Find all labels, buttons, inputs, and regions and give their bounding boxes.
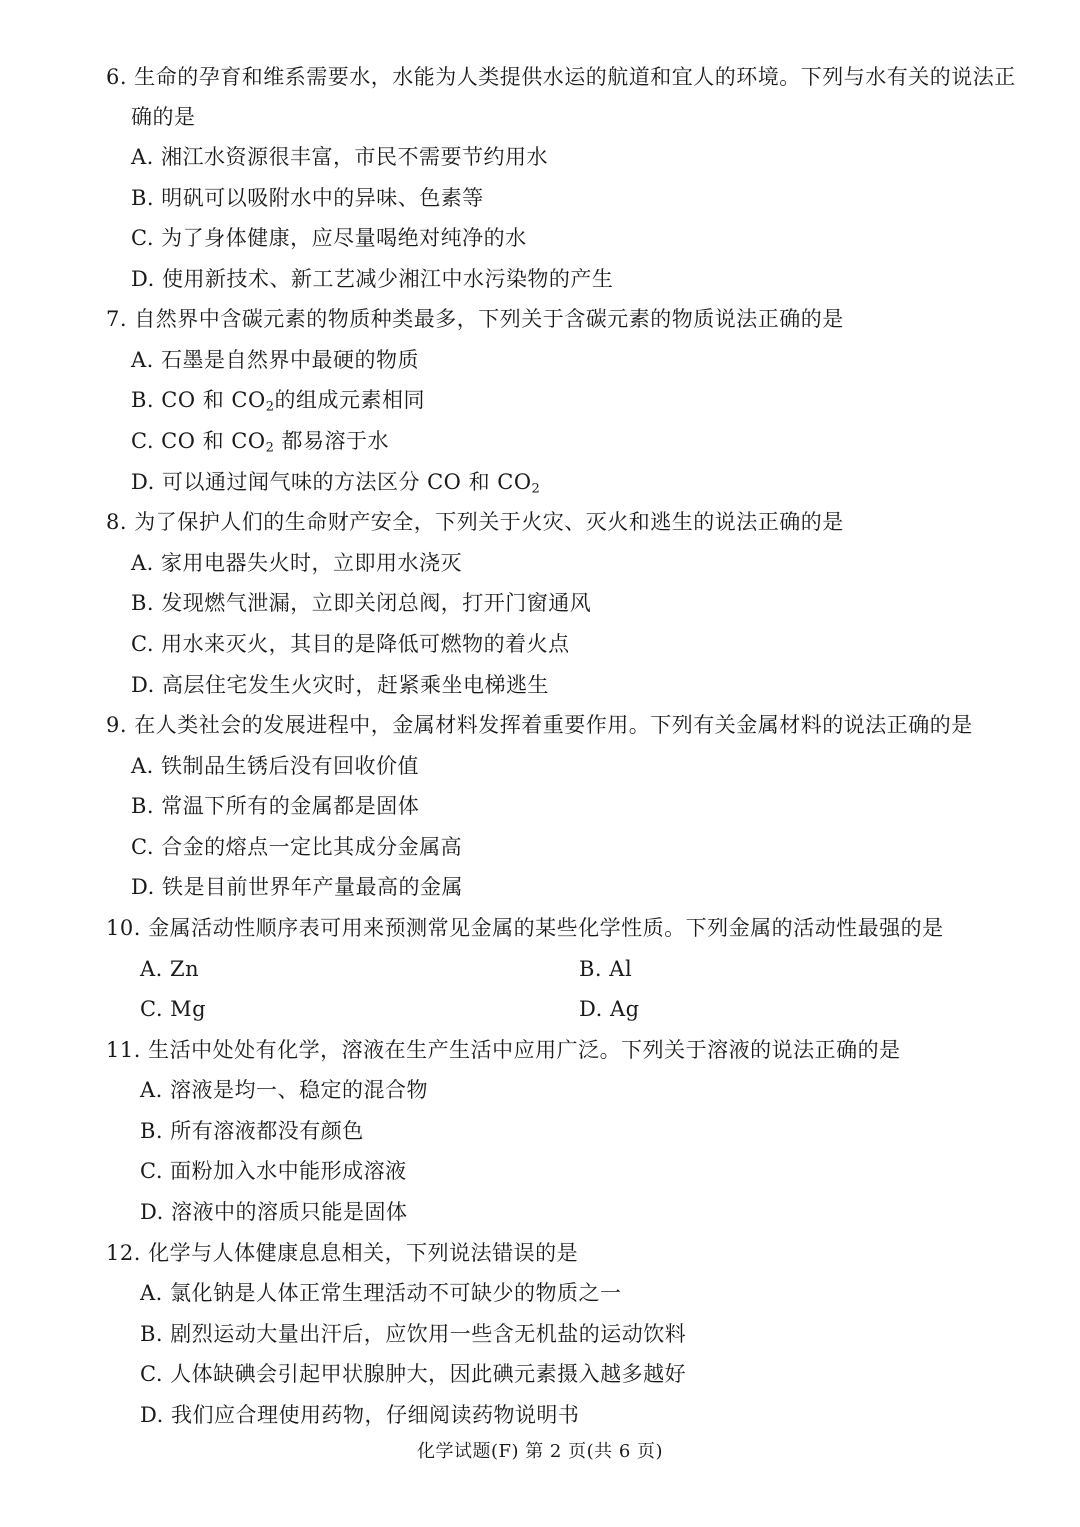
q6-option-b: B. 明矾可以吸附水中的异味、色素等 [131, 186, 484, 210]
q8-option-c: C. 用水来灭火，其目的是降低可燃物的着火点 [131, 632, 570, 656]
q6-option-a: A. 湘江水资源很丰富，市民不需要节约用水 [131, 145, 549, 169]
q7-c-subscript: 2 [265, 440, 275, 456]
q11-stem: 11. 生活中处处有化学，溶液在生产生活中应用广泛。下列关于溶液的说法正确的是 [106, 1038, 901, 1062]
q7-b-subscript: 2 [265, 399, 275, 415]
q6-stem: 6. 生命的孕育和维系需要水，水能为人类提供水运的航道和宜人的环境。下列与水有关的说法正 [106, 65, 1016, 89]
q8-option-b: B. 发现燃气泄漏，立即关闭总阀，打开门窗通风 [131, 591, 592, 615]
q7-d-text: D. 可以通过闻气味的方法区分 CO 和 CO [131, 470, 532, 494]
q7-c-text-rest: 都易溶于水 [274, 429, 390, 453]
q7-option-b [131, 387, 425, 413]
q7-stem: 7. 自然界中含碳元素的物质种类最多，下列关于含碳元素的物质说法正确的是 [106, 307, 844, 331]
q10-option-b: B. Al [579, 957, 633, 981]
q8-option-d: D. 高层住宅发生火灾时，赶紧乘坐电梯逃生 [131, 673, 549, 697]
q10-option-d: D. Ag [579, 997, 640, 1021]
q6-option-c: C. 为了身体健康，应尽量喝绝对纯净的水 [131, 226, 527, 250]
q12-option-d: D. 我们应合理使用药物，仔细阅读药物说明书 [140, 1403, 580, 1427]
q7-b-text-rest: 的组成元素相同 [274, 388, 425, 412]
page-footer: 化学试题(F) 第 2 页(共 6 页) [416, 1441, 664, 1462]
q10-option-c: C. Mg [140, 997, 207, 1021]
q7-b-text: B. CO 和 CO [131, 388, 266, 412]
q6-stem-cont: 确的是 [131, 105, 196, 129]
q12-option-b: B. 剧烈运动大量出汗后，应饮用一些含无机盐的运动饮料 [140, 1322, 687, 1346]
q9-option-d: D. 铁是目前世界年产量最高的金属 [131, 875, 463, 899]
q7-d-subscript: 2 [531, 481, 541, 497]
q8-stem: 8. 为了保护人们的生命财产安全，下列关于火灾、灭火和逃生的说法正确的是 [106, 510, 844, 534]
q9-stem: 9. 在人类社会的发展进程中，金属材料发挥着重要作用。下列有关金属材料的说法正确的是 [106, 713, 973, 737]
q7-option-c [131, 428, 389, 454]
q12-option-c: C. 人体缺碘会引起甲状腺肿大，因此碘元素摄入越多越好 [140, 1362, 687, 1386]
q10-stem: 10. 金属活动性顺序表可用来预测常见金属的某些化学性质。下列金属的活动性最强的是 [106, 916, 944, 940]
q11-option-c: C. 面粉加入水中能形成溶液 [140, 1159, 407, 1183]
q6-option-d: D. 使用新技术、新工艺减少湘江中水污染物的产生 [131, 267, 614, 291]
q11-option-a: A. 溶液是均一、稳定的混合物 [140, 1078, 429, 1102]
q9-option-b: B. 常温下所有的金属都是固体 [131, 794, 420, 818]
q12-stem: 12. 化学与人体健康息息相关，下列说法错误的是 [106, 1241, 579, 1265]
q7-option-d [131, 469, 540, 495]
q12-option-a: A. 氯化钠是人体正常生理活动不可缺少的物质之一 [140, 1281, 622, 1305]
q11-option-b: B. 所有溶液都没有颜色 [140, 1119, 364, 1143]
q11-option-d: D. 溶液中的溶质只能是固体 [140, 1200, 408, 1224]
q7-option-a: A. 石墨是自然界中最硬的物质 [131, 348, 420, 372]
q9-option-c: C. 合金的熔点一定比其成分金属高 [131, 835, 463, 859]
q10-option-a: A. Zn [140, 957, 200, 981]
q7-c-text: C. CO 和 CO [131, 429, 266, 453]
q8-option-a: A. 家用电器失火时，立即用水浇灭 [131, 551, 463, 575]
q9-option-a: A. 铁制品生锈后没有回收价值 [131, 754, 420, 778]
